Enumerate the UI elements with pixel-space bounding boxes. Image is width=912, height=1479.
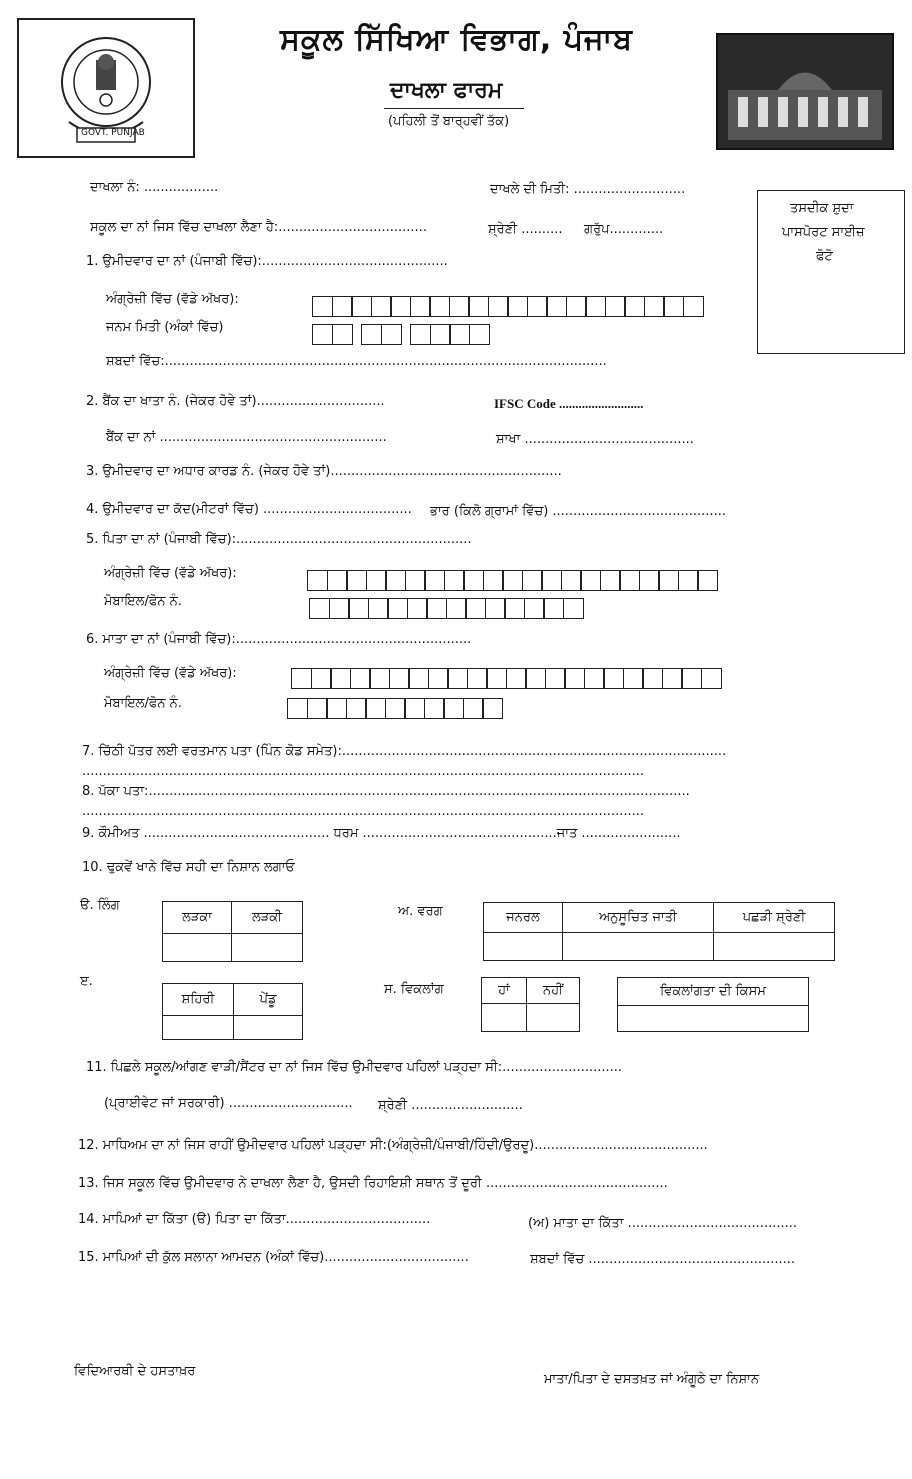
char-box <box>584 668 605 689</box>
q6-mother-name[interactable]: 6. ਮਾਤਾ ਦਾ ਨਾਂ (ਪੰਜਾਬੀ ਵਿੱਚ):......................................................... <box>86 632 472 647</box>
char-box <box>525 668 546 689</box>
page-title: ਸਕੂਲ ਸਿੱਖਿਆ ਵਿਭਾਗ, ਪੰਜਾਬ <box>280 22 633 57</box>
photo-box-line3: ਫੋਟੋ <box>816 249 833 264</box>
digit-box <box>504 598 525 619</box>
char-box <box>429 296 450 317</box>
q7-address-line[interactable]: ........................................................................................................................................ <box>82 764 644 779</box>
char-box <box>330 668 351 689</box>
digit-box <box>443 698 464 719</box>
q1-english-boxes[interactable] <box>312 296 702 317</box>
group-field[interactable]: ਗਰੁੱਪ............. <box>584 222 664 237</box>
char-box <box>468 296 489 317</box>
char-box <box>467 668 488 689</box>
char-box <box>502 570 523 591</box>
date-box <box>449 324 470 345</box>
digit-box <box>368 598 389 619</box>
disability-col-yes: ਹਾਂ <box>482 978 527 1004</box>
char-box <box>658 570 679 591</box>
char-box <box>424 570 445 591</box>
q6-english-label: ਅੰਗ੍ਰੇਜ਼ੀ ਵਿੱਚ (ਵੱਡੇ ਅੱਖਰ): <box>104 666 237 681</box>
char-box <box>546 296 567 317</box>
q11-previous-school[interactable]: 11. ਪਿਛਲੇ ਸਕੂਲ/ਆਂਗਣ ਵਾੜੀ/ਸੈਂਟਰ ਦਾ ਨਾਂ ਜਿਸ ਵਿੱਚ ਉਮੀਦਵਾਰ ਪਹਿਲਾਂ ਪੜ੍ਹਦਾ ਸੀ:............................. <box>86 1060 623 1075</box>
char-box <box>390 296 411 317</box>
category-label: ਅ. ਵਰਗ <box>398 904 443 919</box>
q1-name-punjabi[interactable]: 1. ਉਮੀਦਵਾਰ ਦਾ ਨਾਂ (ਪੰਜਾਬੀ ਵਿੱਚ):............................................. <box>86 254 448 269</box>
char-box <box>449 296 470 317</box>
char-box <box>507 296 528 317</box>
q15-income-words[interactable]: ਸ਼ਬਦਾਂ ਵਿੱਚ .................................................. <box>530 1252 796 1267</box>
area-table[interactable] <box>162 983 303 1040</box>
q6-mobile-boxes[interactable] <box>287 698 502 719</box>
area-col-rural: ਪੇਂਡੂ <box>234 984 303 1016</box>
char-box <box>371 296 392 317</box>
area-rural-checkbox[interactable] <box>234 1016 303 1040</box>
digit-box <box>346 698 367 719</box>
char-box <box>623 668 644 689</box>
q14-father-occupation[interactable]: 14. ਮਾਪਿਆਂ ਦਾ ਕਿੱਤਾ (ੳ) ਪਿਤਾ ਦਾ ਕਿੱਤਾ................................... <box>78 1212 431 1227</box>
building-photo-icon <box>718 35 892 148</box>
q6-mobile-label: ਮੋਬਾਇਲ/ਫੋਨ ਨੰ. <box>104 696 182 711</box>
disability-col-no: ਨਹੀਂ <box>527 978 580 1004</box>
q15-income[interactable]: 15. ਮਾਪਿਆਂ ਦੀ ਕੁੱਲ ਸਲਾਨਾ ਆਮਦਨ (ਅੰਕਾਂ ਵਿੱਚ)................................... <box>78 1250 469 1265</box>
digit-box <box>446 598 467 619</box>
char-box <box>486 668 507 689</box>
char-box <box>580 570 601 591</box>
admission-date-field[interactable]: ਦਾਖਲੇ ਦੀ ਮਿਤੀ: ........................... <box>490 182 686 197</box>
char-box <box>600 570 621 591</box>
category-bc-checkbox[interactable] <box>714 933 835 961</box>
q2-branch[interactable]: ਸ਼ਾਖਾ ......................................... <box>496 432 694 447</box>
char-box <box>644 296 665 317</box>
char-box <box>545 668 566 689</box>
photo-box-line1: ਤਸਦੀਕ ਸ਼ੁਦਾ <box>790 201 854 216</box>
digit-box <box>348 598 369 619</box>
q7-address[interactable]: 7. ਚਿੱਠੀ ਪੱਤਰ ਲਈ ਵਰਤਮਾਨ ਪਤਾ (ਪਿੰਨ ਕੋਡ ਸਮੇਤ):............................................................................................. <box>82 744 727 759</box>
disability-table[interactable] <box>481 977 580 1032</box>
q1-dob-boxes[interactable] <box>312 324 488 345</box>
digit-box <box>387 598 408 619</box>
char-box <box>312 296 333 317</box>
q1-english-label: ਅੰਗ੍ਰੇਜ਼ੀ ਵਿੱਚ (ਵੱਡੇ ਅੱਖਰ): <box>106 292 239 307</box>
digit-box <box>309 598 330 619</box>
digit-box <box>407 598 428 619</box>
char-box <box>346 570 367 591</box>
photo-box-line2: ਪਾਸਪੋਰਟ ਸਾਈਜ਼ <box>782 225 865 240</box>
date-box <box>312 324 333 345</box>
q11-class[interactable]: ਸ਼੍ਰੇਣੀ ........................... <box>378 1098 523 1113</box>
char-box <box>603 668 624 689</box>
digit-box <box>524 598 545 619</box>
date-box <box>332 324 353 345</box>
digit-box <box>465 598 486 619</box>
char-box <box>444 570 465 591</box>
char-box <box>327 570 348 591</box>
char-box <box>332 296 353 317</box>
char-box <box>483 570 504 591</box>
char-box <box>697 570 718 591</box>
area-label: ੲ. <box>80 974 93 989</box>
digit-box <box>385 698 406 719</box>
char-box <box>351 296 372 317</box>
char-box <box>366 570 387 591</box>
char-box <box>428 668 449 689</box>
passport-photo-box[interactable] <box>757 190 905 354</box>
char-box <box>410 296 431 317</box>
q3-aadhaar[interactable]: 3. ਉਮੀਦਵਾਰ ਦਾ ਅਧਾਰ ਕਾਰਡ ਨੰ. (ਜੇਕਰ ਹੋਵੇ ਤਾਂ)........................................................ <box>86 464 562 479</box>
form-title: ਦਾਖਲਾ ਫਾਰਮ <box>390 78 503 103</box>
header-photo <box>716 33 894 150</box>
date-box <box>410 324 431 345</box>
char-box <box>701 668 722 689</box>
q5-mobile-label: ਮੋਬਾਇਲ/ਫੋਨ ਨੰ. <box>104 594 182 609</box>
digit-box <box>463 698 484 719</box>
date-box <box>381 324 402 345</box>
q4-weight[interactable]: ਭਾਰ (ਕਿਲੋ ਗ੍ਰਾਮਾਂ ਵਿੱਚ) .......................................... <box>430 504 726 519</box>
digit-box <box>326 698 347 719</box>
class-range: (ਪਹਿਲੀ ਤੋਂ ਬਾਰ੍ਹਵੀਂ ਤੱਕ) <box>388 114 510 129</box>
char-box <box>683 296 704 317</box>
digit-box <box>287 698 308 719</box>
q1-dob-words[interactable]: ਸ਼ਬਦਾਂ ਵਿੱਚ:........................................................................................................... <box>106 354 607 369</box>
q8-address-line[interactable]: ........................................................................................................................................ <box>82 804 644 819</box>
disability-type-header: ਵਿਕਲਾਂਗਤਾ ਦੀ ਕਿਸਮ <box>618 978 809 1006</box>
digit-box <box>482 698 503 719</box>
digit-box <box>424 698 445 719</box>
emblem-frame <box>17 18 195 158</box>
char-box <box>605 296 626 317</box>
q14-mother-occupation[interactable]: (ਅ) ਮਾਤਾ ਦਾ ਕਿੱਤਾ ......................................... <box>528 1216 798 1231</box>
char-box <box>527 296 548 317</box>
digit-box <box>426 598 447 619</box>
char-box <box>639 570 660 591</box>
q6-english-boxes[interactable] <box>291 668 720 689</box>
digit-box <box>404 698 425 719</box>
char-box <box>408 668 429 689</box>
char-box <box>619 570 640 591</box>
category-col-bc: ਪਛੜੀ ਸ਼੍ਰੇਣੀ <box>714 903 835 933</box>
gender-label: ੳ. ਲਿੰਗ <box>80 898 120 913</box>
date-box <box>361 324 382 345</box>
char-box <box>541 570 562 591</box>
char-box <box>678 570 699 591</box>
char-box <box>624 296 645 317</box>
q12-medium[interactable]: 12. ਮਾਧਿਅਮ ਦਾ ਨਾਂ ਜਿਸ ਰਾਹੀਂ ਉਮੀਦਵਾਰ ਪਹਿਲਾਂ ਪੜ੍ਹਦਾ ਸੀ:(ਅੰਗ੍ਰੇਜ਼ੀ/ਪੰਜਾਬੀ/ਹਿੰਦੀ/ਉਰਦੂ).......................................... <box>78 1138 708 1153</box>
q5-english-boxes[interactable] <box>307 570 717 591</box>
digit-box <box>365 698 386 719</box>
emblem-text: GOVT. PUNJAB <box>81 128 145 138</box>
parent-signature-label: ਮਾਤਾ/ਪਿਤਾ ਦੇ ਦਸਤਖ਼ਤ ਜਾਂ ਅੰਗੂਠੇ ਦਾ ਨਿਸ਼ਾਨ <box>544 1372 759 1387</box>
char-box <box>405 570 426 591</box>
gender-female-checkbox[interactable] <box>232 934 303 962</box>
date-box <box>469 324 490 345</box>
q2-bank-name[interactable]: ਬੈਂਕ ਦਾ ਨਾਂ ....................................................... <box>106 430 387 445</box>
q5-english-label: ਅੰਗ੍ਰੇਜ਼ੀ ਵਿੱਚ (ਵੱਡੇ ਅੱਖਰ): <box>104 566 237 581</box>
q10-instruction: 10. ਢੁਕਵੇਂ ਖਾਨੇ ਵਿੱਚ ਸਹੀ ਦਾ ਨਿਸ਼ਾਨ ਲਗਾਓ <box>82 860 295 875</box>
digit-box <box>563 598 584 619</box>
gender-col-female: ਲੜਕੀ <box>232 902 303 934</box>
q2-bank-account[interactable]: 2. ਬੈਂਕ ਦਾ ਖਾਤਾ ਨੰ. (ਜੇਕਰ ਹੋਵੇ ਤਾਂ)............................... <box>86 394 385 409</box>
category-sc-checkbox[interactable] <box>563 933 714 961</box>
category-general-checkbox[interactable] <box>484 933 563 961</box>
digit-box <box>543 598 564 619</box>
disability-no-checkbox[interactable] <box>527 1004 580 1032</box>
char-box <box>506 668 527 689</box>
char-box <box>522 570 543 591</box>
char-box <box>561 570 582 591</box>
q1-dob-label: ਜਨਮ ਮਿਤੀ (ਅੰਕਾਂ ਵਿੱਚ) <box>106 320 224 335</box>
category-col-sc: ਅਨੁਸੂਚਿਤ ਜਾਤੀ <box>563 903 714 933</box>
date-box <box>430 324 451 345</box>
student-signature-label: ਵਿਦਿਆਰਥੀ ਦੇ ਹਸਤਾਖ਼ਰ <box>74 1364 196 1379</box>
gender-male-checkbox[interactable] <box>163 934 232 962</box>
category-col-general: ਜਨਰਲ <box>484 903 563 933</box>
digit-box <box>485 598 506 619</box>
ifsc-field[interactable]: IFSC Code .......................... <box>494 396 644 411</box>
form-title-underline <box>384 108 524 109</box>
char-box <box>369 668 390 689</box>
area-urban-checkbox[interactable] <box>163 1016 234 1040</box>
char-box <box>642 668 663 689</box>
disability-label: ਸ. ਵਿਕਲਾਂਗ <box>384 982 444 997</box>
char-box <box>307 570 328 591</box>
disability-type-table[interactable] <box>617 977 809 1032</box>
char-box <box>311 668 332 689</box>
q13-distance[interactable]: 13. ਜਿਸ ਸਕੂਲ ਵਿੱਚ ਉਮੀਦਵਾਰ ਨੇ ਦਾਖਲਾ ਲੈਣਾ ਹੈ, ਉਸਦੀ ਰਿਹਾਇਸ਼ੀ ਸਥਾਨ ਤੋਂ ਦੂਰੀ ............................................ <box>78 1176 668 1191</box>
disability-yes-checkbox[interactable] <box>482 1004 527 1032</box>
gender-table[interactable] <box>162 901 303 962</box>
char-box <box>350 668 371 689</box>
class-field[interactable]: ਸ਼੍ਰੇਣੀ .......... <box>488 222 563 237</box>
char-box <box>447 668 468 689</box>
gender-col-male: ਲੜਕਾ <box>163 902 232 934</box>
admission-no-field[interactable]: ਦਾਖਲਾ ਨੰ: .................. <box>90 180 219 195</box>
char-box <box>463 570 484 591</box>
area-col-urban: ਸ਼ਹਿਰੀ <box>163 984 234 1016</box>
char-box <box>564 668 585 689</box>
q11-school-type[interactable]: (ਪ੍ਰਾਈਵੇਟ ਜਾਂ ਸਰਕਾਰੀ) .............................. <box>104 1096 353 1111</box>
char-box <box>566 296 587 317</box>
q4-height[interactable]: 4. ਉਮੀਦਵਾਰ ਦਾ ਕੱਦ(ਮੀਟਰਾਂ ਵਿੱਚ) .................................... <box>86 502 412 517</box>
char-box <box>585 296 606 317</box>
q8-permanent-address[interactable]: 8. ਪੱਕਾ ਪਤਾ:................................................................................................................................... <box>82 784 690 799</box>
digit-box <box>329 598 350 619</box>
q5-father-name[interactable]: 5. ਪਿਤਾ ਦਾ ਨਾਂ (ਪੰਜਾਬੀ ਵਿੱਚ):......................................................... <box>86 532 472 547</box>
char-box <box>663 296 684 317</box>
char-box <box>385 570 406 591</box>
disability-type-input[interactable] <box>618 1006 809 1032</box>
char-box <box>681 668 702 689</box>
char-box <box>389 668 410 689</box>
char-box <box>662 668 683 689</box>
digit-box <box>307 698 328 719</box>
char-box <box>291 668 312 689</box>
category-table[interactable] <box>483 902 835 961</box>
q5-mobile-boxes[interactable] <box>309 598 582 619</box>
q9-nationality[interactable]: 9. ਕੌਮੀਅਤ ............................................. ਧਰਮ ...............................................ਜਾਤ ........................ <box>82 826 681 841</box>
school-name-field[interactable]: ਸਕੂਲ ਦਾ ਨਾਂ ਜਿਸ ਵਿੱਚ ਦਾਖਲਾ ਲੈਣਾ ਹੈ:.................................... <box>90 220 427 235</box>
char-box <box>488 296 509 317</box>
